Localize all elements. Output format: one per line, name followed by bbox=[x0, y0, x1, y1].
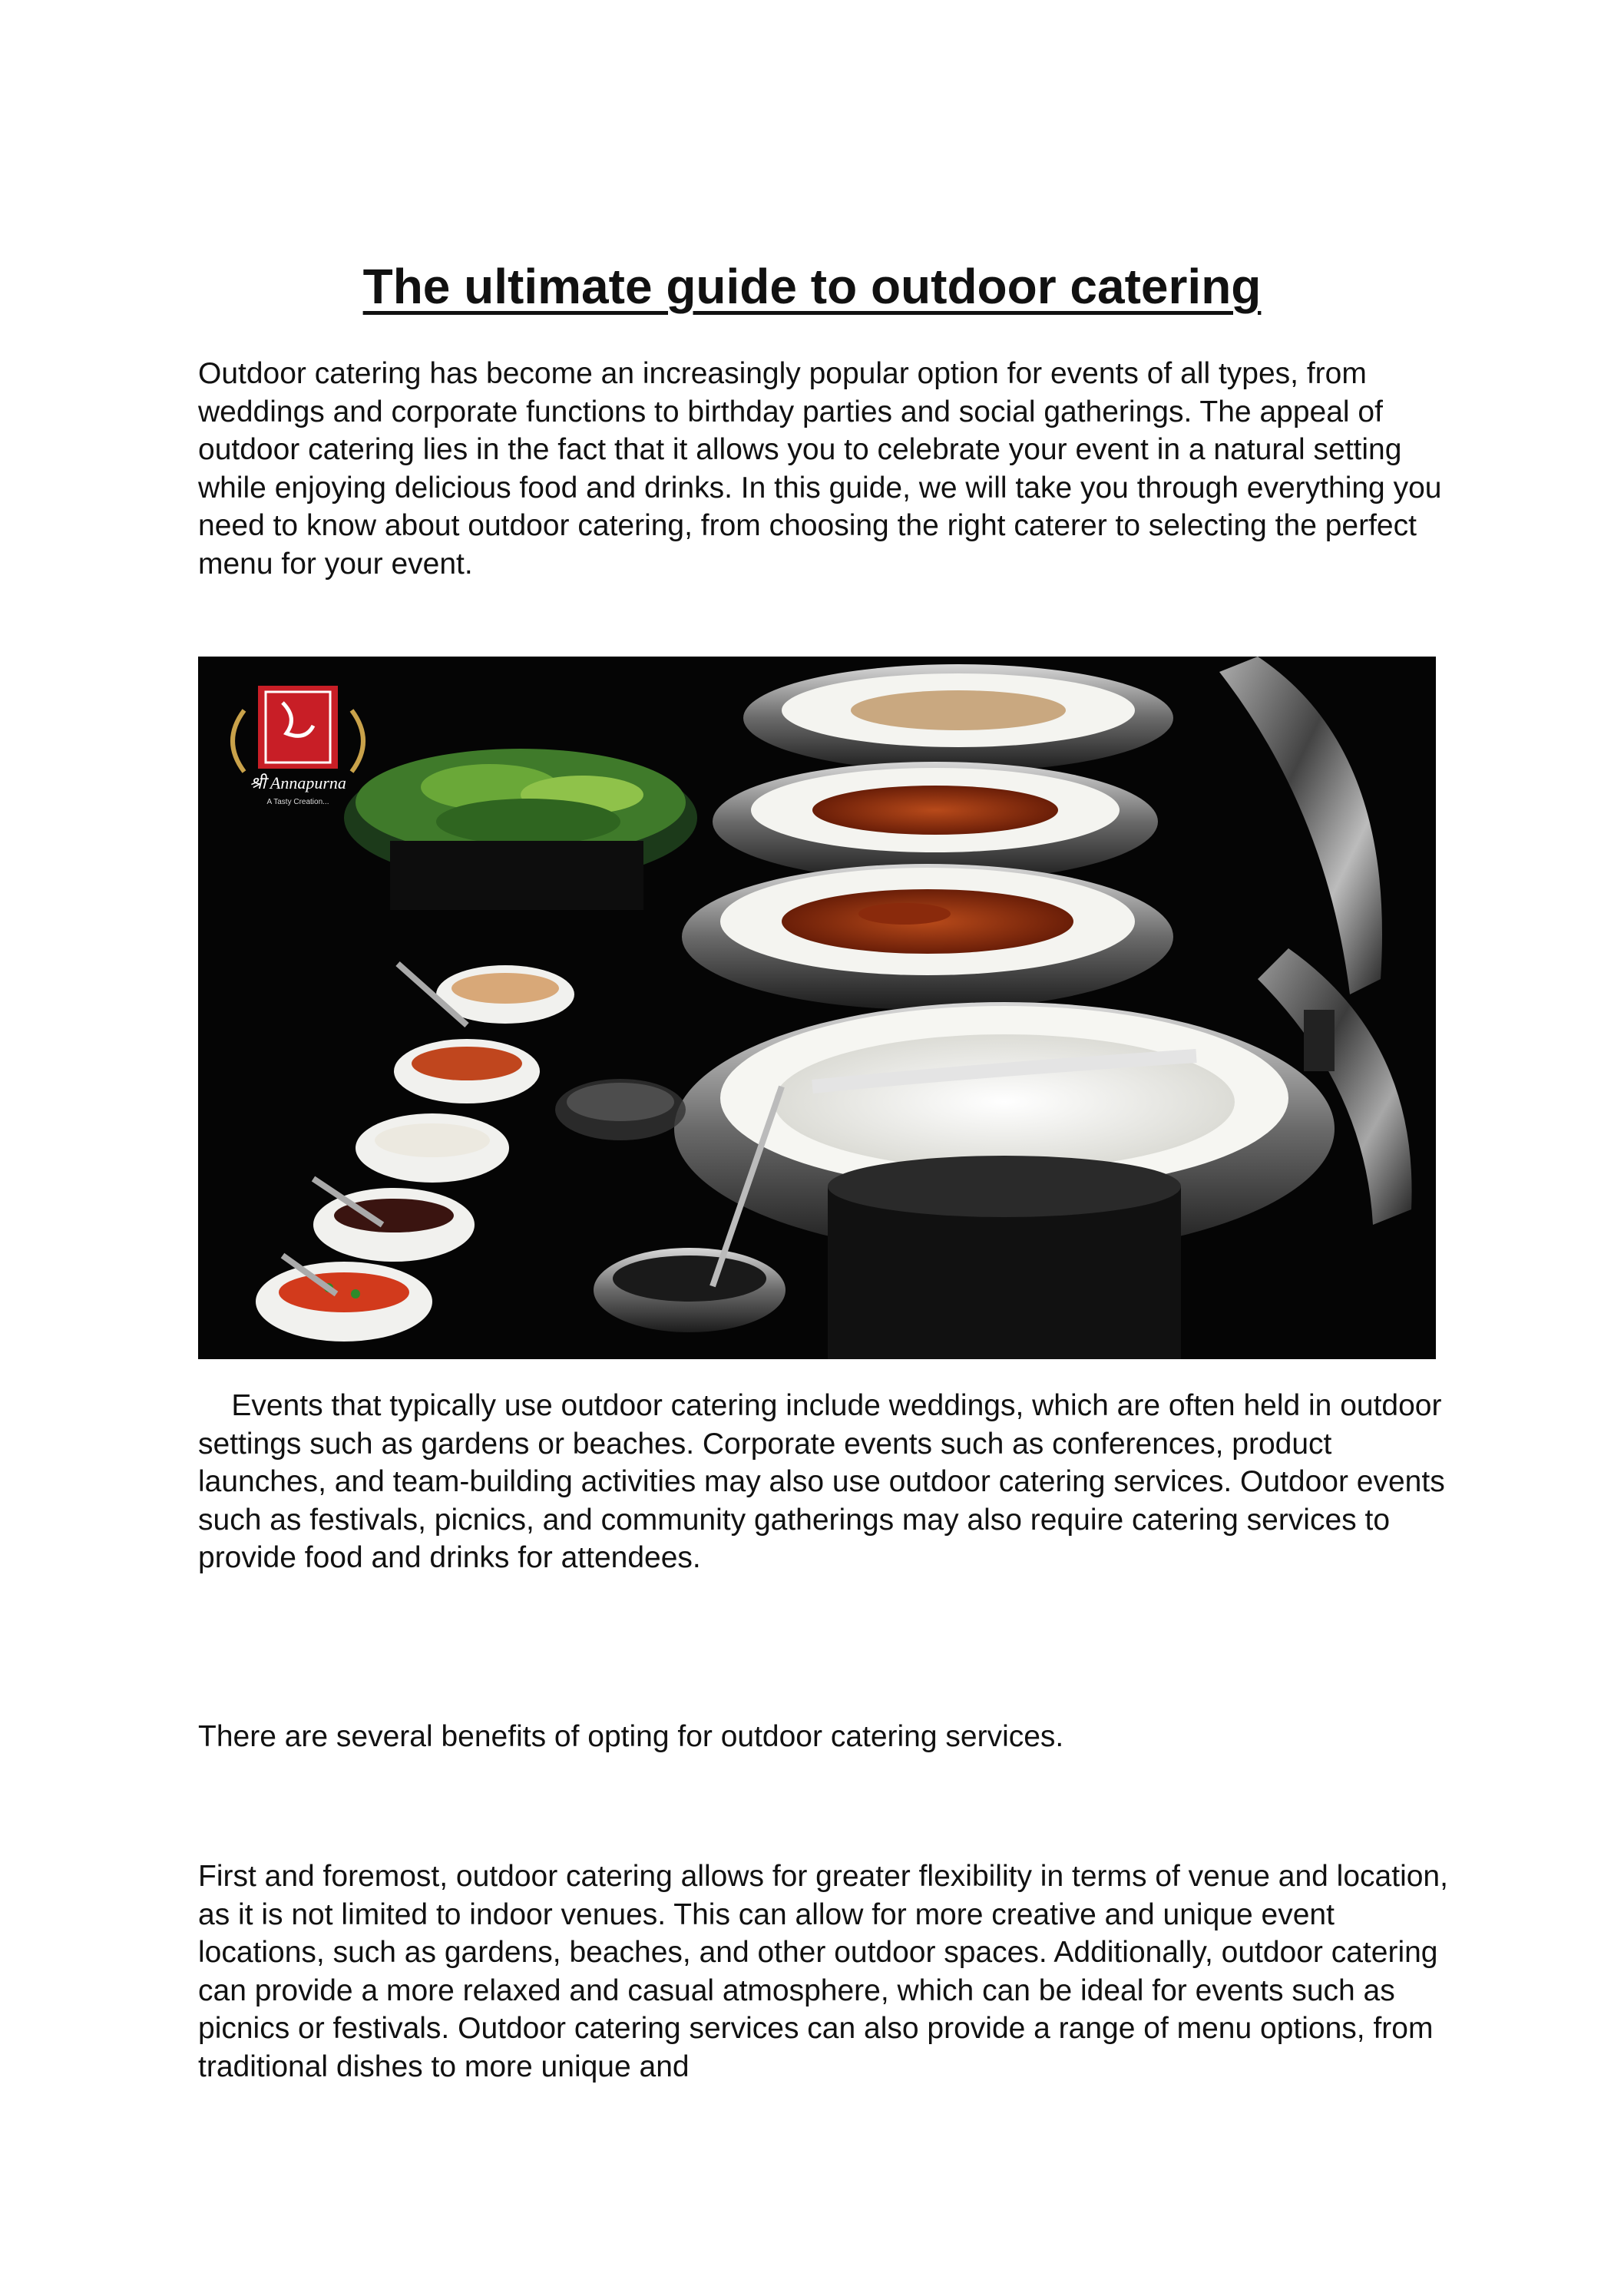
chafing-dish-top bbox=[743, 664, 1173, 772]
benefits-paragraph: There are several benefits of opting for outdoor catering services. bbox=[198, 1720, 1064, 1753]
buffet-photo bbox=[198, 657, 1436, 1359]
logo-tagline: A Tasty Creation... bbox=[266, 798, 329, 806]
document-title bbox=[0, 258, 1624, 314]
document-title-text: The ultimate guide to outdoor catering bbox=[362, 258, 1262, 314]
first-benefit-paragraph: First and foremost, outdoor catering allows for greater flexibility in terms of venue and location, as it is not limited to indoor venues. This can allow for more creative and unique event locations, such as gardens, beaches, and other outdoor spaces. Additionally, outdoor catering can provide a more relaxed and casual atmosphere, which can be ideal for events such as picnics or festivals. Outdoor catering services can also provide a range of menu options, from traditional dishes to more unique and bbox=[198, 1860, 1448, 2083]
chafing-dish-third bbox=[682, 864, 1173, 1010]
intro-paragraph: Outdoor catering has become an increasingly popular option for events of all types, from weddings and corporate functions to birthday parties and social gatherings. The appeal of outdoor catering lies in the fact that it allows you to celebrate your event in a natural setting while enjoying delicious food and drinks. In this guide, we will take you through everything you need to know about outdoor catering, from choosing the right caterer to selecting the perfect menu for your event. bbox=[198, 357, 1442, 581]
events-paragraph: Events that typically use outdoor catering include weddings, which are often held in outdoor settings such as gardens or beaches. Corporate events such as conferences, product launches, and team-building activities may also use outdoor catering services. Outdoor events such as festivals, picnics, and community gatherings may also require catering services to provide food and drinks for attendees. bbox=[198, 1389, 1454, 1574]
chafing-dish-second bbox=[713, 762, 1158, 882]
logo-text: श्री Annapurna bbox=[250, 773, 346, 792]
